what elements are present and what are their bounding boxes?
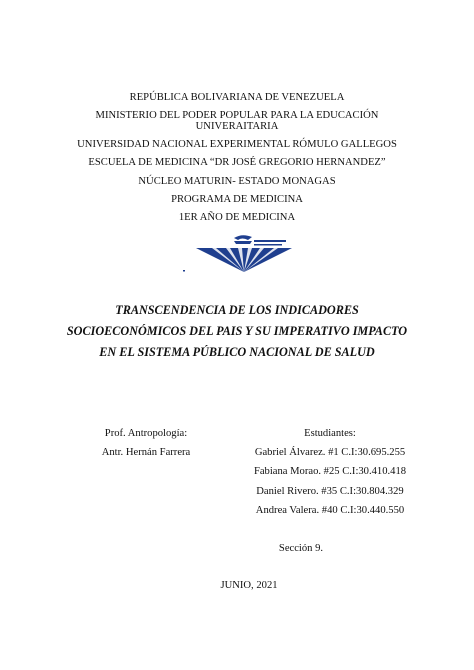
section-label: Sección 9. <box>278 543 324 554</box>
professor-label: Prof. Antropología: <box>104 428 188 439</box>
header-ministry: MINISTERIO DEL PODER POPULAR PARA LA EDUCACIÓN <box>95 110 379 121</box>
university-logo-icon <box>182 232 306 274</box>
header-nucleus: NÚCLEO MATURIN- ESTADO MONAGAS <box>138 176 336 187</box>
document-title-line-2: SOCIOECONÓMICOS DEL PAIS Y SU IMPERATIVO IMPACTO <box>66 324 408 338</box>
students-label: Estudiantes: <box>304 428 356 439</box>
student-item: Gabriel Álvarez. #1 C.I:30.695.255 <box>254 447 406 458</box>
student-item: Andrea Valera. #40 C.I:30.440.550 <box>255 505 405 516</box>
student-item: Fabiana Morao. #25 C.I:30.410.418 <box>253 466 407 477</box>
header-program: PROGRAMA DE MEDICINA <box>171 194 303 205</box>
document-title-line-1: TRANSCENDENCIA DE LOS INDICADORES <box>115 303 359 317</box>
document-title-line-3: EN EL SISTEMA PÚBLICO NACIONAL DE SALUD <box>99 345 375 359</box>
professor-name: Antr. Hernán Farrera <box>101 447 191 458</box>
header-school: ESCUELA DE MEDICINA “DR JOSÉ GREGORIO HERNANDEZ” <box>88 157 386 168</box>
student-item: Daniel Rivero. #35 C.I:30.804.329 <box>256 486 404 497</box>
document-date: JUNIO, 2021 <box>220 580 278 591</box>
header-ministry-cont: UNIVERAITARIA <box>195 121 279 132</box>
header-year: 1ER AÑO DE MEDICINA <box>178 212 296 223</box>
header-university: UNIVERSIDAD NACIONAL EXPERIMENTAL RÓMULO GALLEGOS <box>77 139 397 150</box>
header-republic: REPÚBLICA BOLIVARIANA DE VENEZUELA <box>129 92 345 103</box>
